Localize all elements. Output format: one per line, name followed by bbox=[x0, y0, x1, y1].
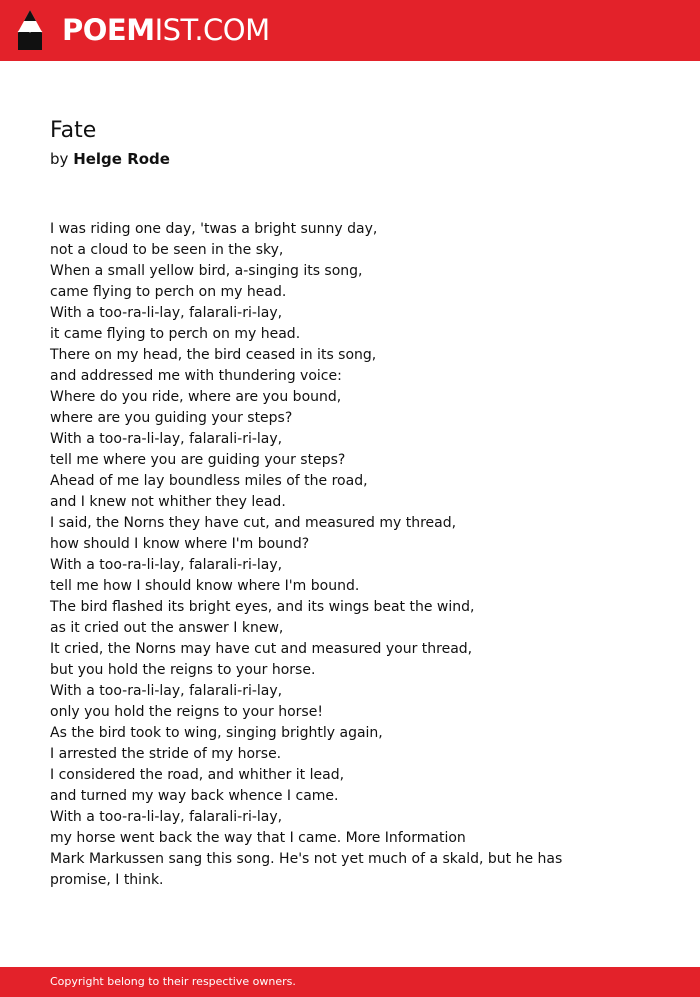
copyright-text: Copyright belong to their respective owners. bbox=[50, 975, 296, 988]
poem-line: With a too-ra-li-lay, falarali-ri-lay, bbox=[50, 809, 283, 825]
poem-line: not a cloud to be seen in the sky, bbox=[50, 242, 284, 258]
poem-line: Mark Markussen sang this song. He's not yet much of a skald, but he has bbox=[50, 851, 563, 867]
poem-line: The bird flashed its bright eyes, and its wings beat the wind, bbox=[50, 599, 475, 615]
author-name: Helge Rode bbox=[73, 150, 170, 168]
poem-line: It cried, the Norns may have cut and measured your thread, bbox=[50, 641, 473, 657]
poem-line: where are you guiding your steps? bbox=[50, 410, 293, 426]
logo-light-text: IST.COM bbox=[154, 13, 270, 47]
poem-line: came flying to perch on my head. bbox=[50, 284, 287, 300]
poem-line: There on my head, the bird ceased in its song, bbox=[50, 347, 377, 363]
poem-line: and addressed me with thundering voice: bbox=[50, 368, 342, 384]
poem-line: With a too-ra-li-lay, falarali-ri-lay, bbox=[50, 557, 283, 573]
poem-line: how should I know where I'm bound? bbox=[50, 536, 310, 552]
site-logo[interactable] bbox=[62, 12, 270, 48]
logo-bold-text: POEM bbox=[62, 13, 155, 47]
poem-line: I said, the Norns they have cut, and measured my thread, bbox=[50, 515, 457, 531]
poem-body bbox=[50, 219, 650, 891]
poem-line: With a too-ra-li-lay, falarali-ri-lay, bbox=[50, 305, 283, 321]
poem-line: With a too-ra-li-lay, falarali-ri-lay, bbox=[50, 683, 283, 699]
poem-line: only you hold the reigns to your horse! bbox=[50, 704, 323, 720]
site-header bbox=[0, 0, 700, 61]
poem-line: but you hold the reigns to your horse. bbox=[50, 662, 316, 678]
poem-line: I arrested the stride of my horse. bbox=[50, 746, 282, 762]
poem-line: With a too-ra-li-lay, falarali-ri-lay, bbox=[50, 431, 283, 447]
poem-line: I considered the road, and whither it lead, bbox=[50, 767, 345, 783]
poem-line: promise, I think. bbox=[50, 872, 164, 888]
poem-line: it came flying to perch on my head. bbox=[50, 326, 301, 342]
site-footer bbox=[0, 967, 700, 997]
by-label: by bbox=[50, 150, 69, 168]
poem-line: Where do you ride, where are you bound, bbox=[50, 389, 342, 405]
poem-line: As the bird took to wing, singing brightly again, bbox=[50, 725, 383, 741]
byline bbox=[50, 149, 170, 169]
poem-line: tell me where you are guiding your steps? bbox=[50, 452, 346, 468]
poem-line: as it cried out the answer I knew, bbox=[50, 620, 284, 636]
poem-line: my horse went back the way that I came. More Information bbox=[50, 830, 466, 846]
poem-line: tell me how I should know where I'm bound. bbox=[50, 578, 360, 594]
poem-line: When a small yellow bird, a-singing its song, bbox=[50, 263, 363, 279]
poem-line: and I knew not whither they lead. bbox=[50, 494, 286, 510]
poem-line: I was riding one day, 'twas a bright sunny day, bbox=[50, 221, 378, 237]
poem-line: and turned my way back whence I came. bbox=[50, 788, 339, 804]
poem-title: Fate bbox=[50, 118, 97, 143]
poem-line: Ahead of me lay boundless miles of the road, bbox=[50, 473, 368, 489]
pencil-tip-icon[interactable] bbox=[17, 9, 43, 51]
